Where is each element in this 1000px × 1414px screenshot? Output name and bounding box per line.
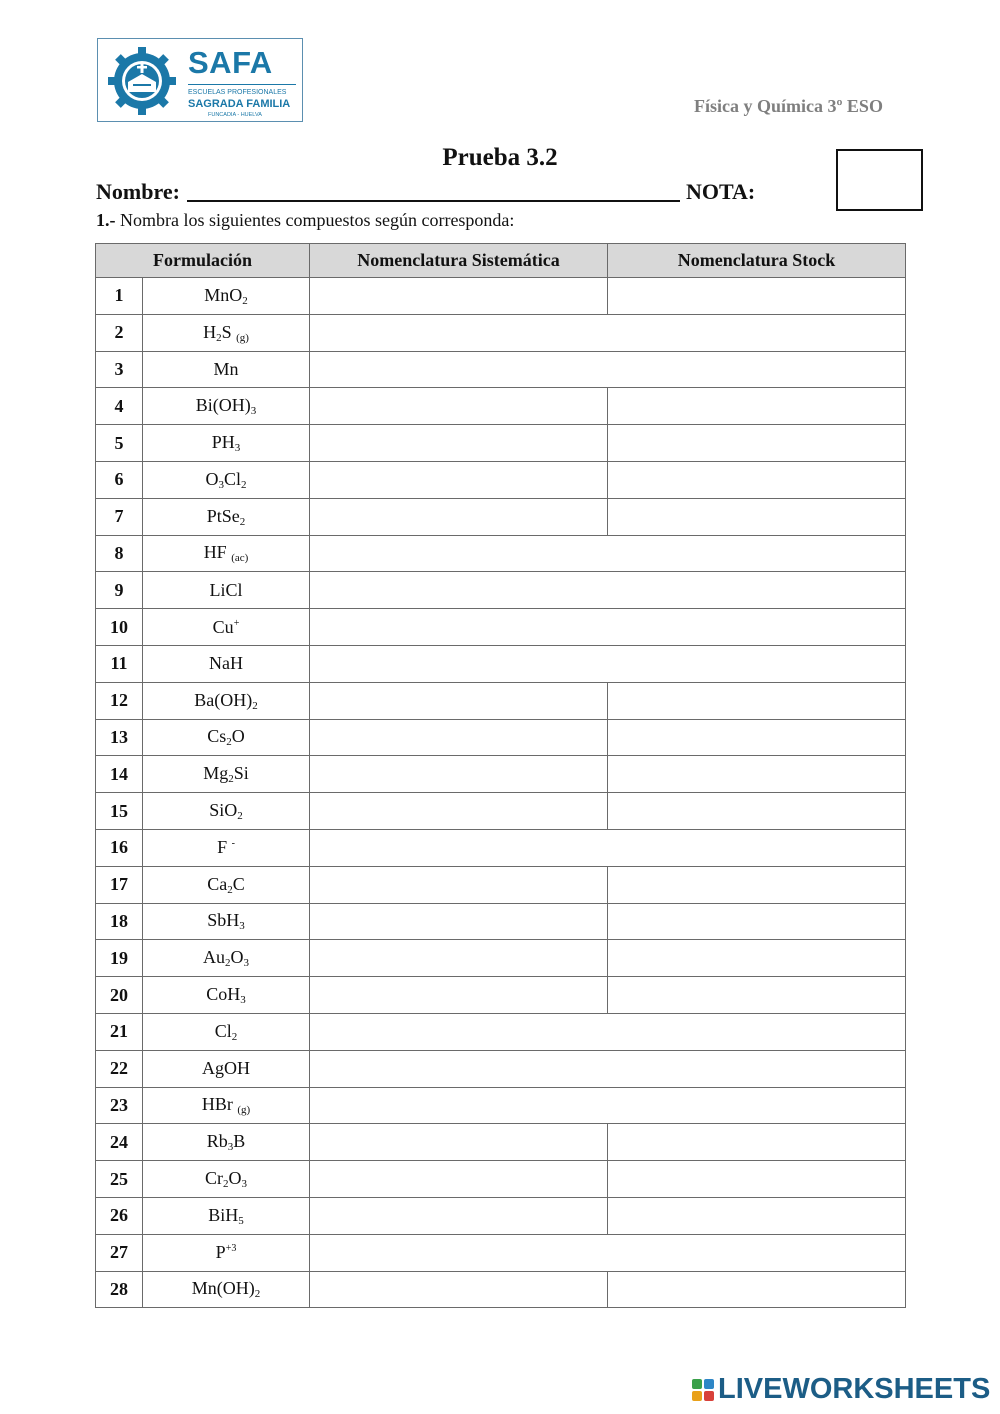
- answer-cell[interactable]: [310, 829, 906, 866]
- row-number: 4: [96, 388, 143, 425]
- compounds-table: [95, 243, 906, 1308]
- formula-part: Si: [233, 763, 249, 784]
- grade-box[interactable]: [836, 149, 923, 211]
- formula-part: Ba(OH): [194, 689, 253, 710]
- table-row: [96, 572, 906, 609]
- stock-answer-cell[interactable]: [608, 793, 906, 830]
- formula-part: Cr: [205, 1168, 223, 1189]
- table-row: [96, 314, 906, 351]
- formula-part: Au: [203, 947, 225, 968]
- formula-cell: [143, 940, 310, 977]
- answer-cell[interactable]: [310, 1087, 906, 1124]
- stock-answer-cell[interactable]: [608, 388, 906, 425]
- row-number: 5: [96, 425, 143, 462]
- logo-subtitle-1: ESCUELAS PROFESIONALES: [188, 89, 287, 96]
- formula-part: Cl: [214, 1020, 232, 1041]
- row-number: 21: [96, 1013, 143, 1050]
- formula-cell: [143, 535, 310, 572]
- subject-label: Física y Química 3º ESO: [694, 96, 883, 116]
- formula-cell: [143, 572, 310, 609]
- formula-cell: [143, 756, 310, 793]
- table-row: [96, 1124, 906, 1161]
- formula-cell: [143, 1013, 310, 1050]
- row-number: 19: [96, 940, 143, 977]
- table-row: [96, 425, 906, 462]
- formula-part: 2: [216, 331, 222, 344]
- answer-cell[interactable]: [310, 351, 906, 388]
- formula-cell: [143, 645, 310, 682]
- systematic-answer-cell[interactable]: [310, 1197, 608, 1234]
- formula-part: 3: [218, 478, 224, 491]
- formula-part: Cs: [207, 726, 227, 747]
- formula-part: Mn(OH): [191, 1278, 255, 1299]
- row-number: 26: [96, 1197, 143, 1234]
- table-row: [96, 1197, 906, 1234]
- table-row: [96, 278, 906, 315]
- stock-answer-cell[interactable]: [608, 977, 906, 1014]
- formula-cell: [143, 793, 310, 830]
- formula-cell: [143, 425, 310, 462]
- formula-part: O: [228, 1168, 242, 1189]
- systematic-answer-cell[interactable]: [310, 388, 608, 425]
- systematic-answer-cell[interactable]: [310, 278, 608, 315]
- formula-part: Ca: [207, 873, 228, 894]
- row-number: 17: [96, 866, 143, 903]
- systematic-answer-cell[interactable]: [310, 756, 608, 793]
- row-number: 8: [96, 535, 143, 572]
- table-row: [96, 866, 906, 903]
- formula-cell: [143, 1087, 310, 1124]
- formula-part: Rb: [206, 1131, 228, 1152]
- row-number: 10: [96, 609, 143, 646]
- stock-answer-cell[interactable]: [608, 1197, 906, 1234]
- stock-answer-cell[interactable]: [608, 461, 906, 498]
- formula-part: 3: [243, 957, 249, 970]
- formula-part: 3: [239, 920, 245, 933]
- formula-cell: [143, 682, 310, 719]
- answer-cell[interactable]: [310, 1234, 906, 1271]
- formula-part: 2: [227, 883, 233, 896]
- formula-part: 2: [223, 1178, 229, 1191]
- answer-cell[interactable]: [310, 314, 906, 351]
- formula-cell: [143, 829, 310, 866]
- formula-part: PtSe: [206, 505, 240, 526]
- formula-part: CoH: [206, 984, 241, 1005]
- formula-part: O: [205, 468, 219, 489]
- formula-cell: [143, 498, 310, 535]
- formula-part: O: [229, 284, 243, 305]
- formula-part: 2: [228, 773, 234, 786]
- row-number: 9: [96, 572, 143, 609]
- table-row: [96, 498, 906, 535]
- formula-part: 2: [237, 810, 243, 823]
- page-title: Prueba 3.2: [442, 144, 558, 171]
- row-number: 12: [96, 682, 143, 719]
- formula-part: HF: [203, 542, 232, 563]
- formula-cell: [143, 719, 310, 756]
- formula-part: 5: [238, 1214, 244, 1227]
- exercise-number: 1.-: [96, 210, 116, 230]
- row-number: 28: [96, 1271, 143, 1308]
- formula-part: NaH: [209, 653, 243, 674]
- stock-answer-cell[interactable]: [608, 425, 906, 462]
- formula-cell: [143, 1161, 310, 1198]
- table-row: [96, 609, 906, 646]
- systematic-answer-cell[interactable]: [310, 1124, 608, 1161]
- stock-answer-cell[interactable]: [608, 940, 906, 977]
- formula-part: 2: [226, 736, 232, 749]
- logo-subtitle-2: SAGRADA FAMILIA: [188, 98, 291, 110]
- stock-answer-cell[interactable]: [608, 866, 906, 903]
- systematic-answer-cell[interactable]: [310, 682, 608, 719]
- formula-cell: [143, 388, 310, 425]
- formula-cell: [143, 1050, 310, 1087]
- row-number: 22: [96, 1050, 143, 1087]
- formula-part: AgOH: [202, 1058, 250, 1079]
- row-number: 7: [96, 498, 143, 535]
- formula-cell: [143, 351, 310, 388]
- formula-cell: [143, 609, 310, 646]
- formula-part: 2: [241, 478, 247, 491]
- formula-cell: [143, 1197, 310, 1234]
- formula-part: P: [215, 1242, 226, 1263]
- stock-answer-cell[interactable]: [608, 756, 906, 793]
- row-number: 3: [96, 351, 143, 388]
- formula-part: LiCl: [209, 579, 243, 600]
- stock-answer-cell[interactable]: [608, 719, 906, 756]
- systematic-answer-cell[interactable]: [310, 903, 608, 940]
- logo-wordmark: SAFA: [188, 45, 273, 80]
- formula-part: 2: [254, 1288, 261, 1301]
- row-number: 6: [96, 461, 143, 498]
- formula-part: H: [203, 321, 217, 342]
- table-row: [96, 645, 906, 682]
- logo-subtitle-3: FUNCADIA - HUELVA: [208, 112, 262, 118]
- formula-part: Mn: [204, 284, 230, 305]
- formula-part: 3: [241, 1178, 247, 1191]
- formula-part: SiO: [209, 800, 238, 821]
- table-row: [96, 1161, 906, 1198]
- table-row: [96, 461, 906, 498]
- row-number: 14: [96, 756, 143, 793]
- row-number: 2: [96, 314, 143, 351]
- formula-part: BiH: [208, 1204, 239, 1225]
- formula-part: 2: [252, 699, 258, 712]
- row-number: 11: [96, 645, 143, 682]
- formula-part: Cu: [212, 616, 234, 637]
- row-number: 20: [96, 977, 143, 1014]
- row-number: 15: [96, 793, 143, 830]
- table-row: [96, 1234, 906, 1271]
- systematic-answer-cell[interactable]: [310, 425, 608, 462]
- formula-part: +3: [225, 1243, 237, 1255]
- answer-cell[interactable]: [310, 1013, 906, 1050]
- row-number: 1: [96, 278, 143, 315]
- row-number: 18: [96, 903, 143, 940]
- header-systematic: Nomenclatura Sistemática: [310, 244, 608, 278]
- table-row: [96, 682, 906, 719]
- formula-cell: [143, 461, 310, 498]
- row-number: 16: [96, 829, 143, 866]
- formula-part: Mn: [213, 358, 239, 379]
- table-row: [96, 903, 906, 940]
- table-row: [96, 351, 906, 388]
- answer-cell[interactable]: [310, 535, 906, 572]
- formula-part: SbH: [207, 910, 240, 931]
- name-label: Nombre:: [96, 179, 180, 204]
- grade-label: NOTA:: [686, 179, 756, 204]
- header-formula: Formulación: [96, 244, 310, 278]
- systematic-answer-cell[interactable]: [310, 977, 608, 1014]
- formula-cell: [143, 1271, 310, 1308]
- row-number: 13: [96, 719, 143, 756]
- systematic-answer-cell[interactable]: [310, 793, 608, 830]
- formula-part: Mg: [203, 763, 229, 784]
- instruction-text: Nombra los siguientes compuestos según corresponda:: [120, 210, 515, 230]
- table-row: [96, 829, 906, 866]
- formula-cell: [143, 866, 310, 903]
- formula-part: (ac): [231, 552, 249, 565]
- formula-cell: [143, 1124, 310, 1161]
- answer-cell[interactable]: [310, 645, 906, 682]
- header-stock: Nomenclatura Stock: [608, 244, 906, 278]
- name-field[interactable]: [187, 200, 680, 202]
- formula-cell: [143, 977, 310, 1014]
- systematic-answer-cell[interactable]: [310, 1271, 608, 1308]
- stock-answer-cell[interactable]: [608, 498, 906, 535]
- formula-part: (g): [237, 1104, 251, 1117]
- systematic-answer-cell[interactable]: [310, 940, 608, 977]
- systematic-answer-cell[interactable]: [310, 719, 608, 756]
- formula-part: PH: [211, 432, 235, 453]
- table-row: [96, 1087, 906, 1124]
- formula-part: S: [221, 321, 237, 342]
- stock-answer-cell[interactable]: [608, 278, 906, 315]
- stock-answer-cell[interactable]: [608, 1271, 906, 1308]
- formula-cell: [143, 278, 310, 315]
- formula-part: 2: [231, 1030, 238, 1043]
- row-number: 23: [96, 1087, 143, 1124]
- row-number: 24: [96, 1124, 143, 1161]
- formula-cell: [143, 314, 310, 351]
- table-row: [96, 1013, 906, 1050]
- formula-part: HBr: [201, 1094, 238, 1115]
- table-row: [96, 1050, 906, 1087]
- school-logo: [97, 38, 303, 122]
- systematic-answer-cell[interactable]: [310, 1161, 608, 1198]
- stock-answer-cell[interactable]: [608, 682, 906, 719]
- table-header-row: [96, 244, 906, 278]
- formula-cell: [143, 903, 310, 940]
- systematic-answer-cell[interactable]: [310, 461, 608, 498]
- formula-part: 3: [234, 442, 241, 455]
- formula-part: C: [232, 873, 245, 894]
- stock-answer-cell[interactable]: [608, 1161, 906, 1198]
- formula-part: 2: [242, 294, 248, 307]
- formula-part: (g): [236, 331, 249, 344]
- answer-cell[interactable]: [310, 572, 906, 609]
- exercise-instruction: [96, 210, 514, 231]
- formula-part: -: [231, 838, 235, 850]
- logo-divider: [188, 84, 296, 85]
- systematic-answer-cell[interactable]: [310, 498, 608, 535]
- stock-answer-cell[interactable]: [608, 903, 906, 940]
- answer-cell[interactable]: [310, 609, 906, 646]
- formula-part: 3: [250, 405, 257, 418]
- formula-part: F: [217, 837, 232, 858]
- gear-emblem-icon: [104, 44, 184, 118]
- formula-part: 3: [240, 994, 246, 1007]
- answer-cell[interactable]: [310, 1050, 906, 1087]
- table-row: [96, 793, 906, 830]
- row-number: 27: [96, 1234, 143, 1271]
- formula-part: 2: [239, 515, 246, 528]
- table-row: [96, 977, 906, 1014]
- formula-part: Bi(OH): [195, 395, 251, 416]
- table-row: [96, 756, 906, 793]
- formula-part: 2: [225, 957, 231, 970]
- table-row: [96, 940, 906, 977]
- systematic-answer-cell[interactable]: [310, 866, 608, 903]
- formula-part: Cl: [223, 468, 241, 489]
- table-row: [96, 388, 906, 425]
- liveworksheets-icon: [692, 1379, 714, 1401]
- formula-part: O: [231, 726, 245, 747]
- formula-part: B: [233, 1131, 246, 1152]
- formula-part: 3: [227, 1141, 234, 1154]
- table-row: [96, 719, 906, 756]
- stock-answer-cell[interactable]: [608, 1124, 906, 1161]
- row-number: 25: [96, 1161, 143, 1198]
- table-row: [96, 1271, 906, 1308]
- formula-part: O: [230, 947, 244, 968]
- formula-cell: [143, 1234, 310, 1271]
- formula-part: +: [233, 617, 240, 629]
- table-body: [96, 278, 906, 1308]
- liveworksheets-wordmark: LIVEWORKSHEETS: [718, 1373, 991, 1405]
- table-row: [96, 535, 906, 572]
